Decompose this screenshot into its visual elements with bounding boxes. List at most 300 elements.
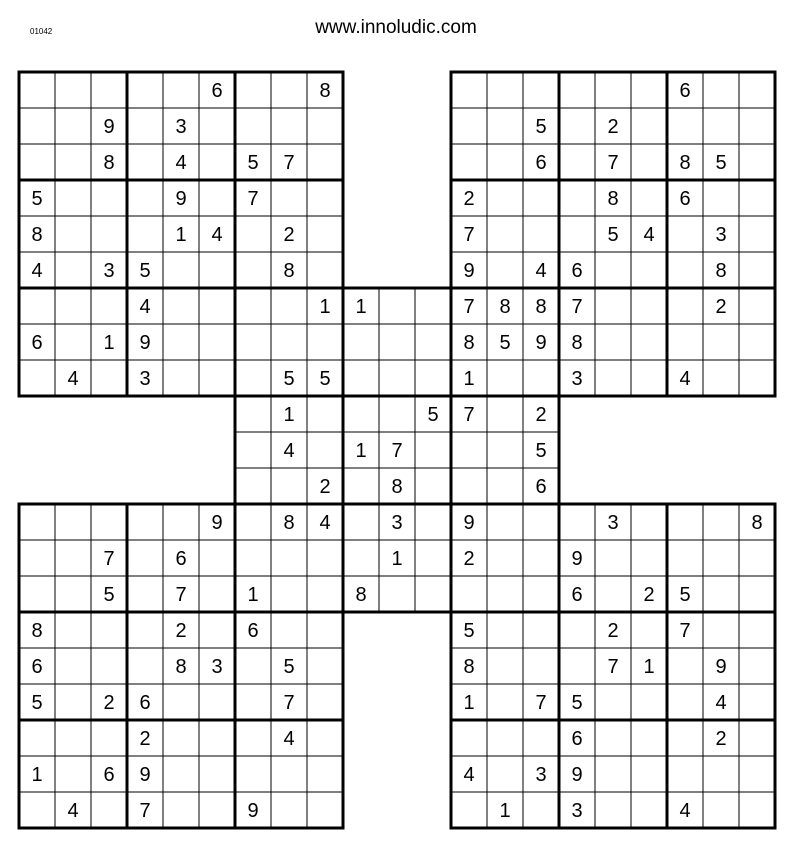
sudoku-cell[interactable] <box>523 72 559 108</box>
given-digit: 9 <box>139 332 151 354</box>
sudoku-cell[interactable] <box>19 72 55 108</box>
sudoku-cell[interactable] <box>19 360 55 396</box>
sudoku-cell[interactable] <box>91 216 127 252</box>
sudoku-cell[interactable] <box>631 252 667 288</box>
sudoku-cell[interactable] <box>127 144 163 180</box>
sudoku-cell[interactable] <box>523 648 559 684</box>
sudoku-cell[interactable] <box>307 792 343 828</box>
sudoku-cell[interactable] <box>595 720 631 756</box>
sudoku-cell[interactable] <box>343 360 379 396</box>
sudoku-cell[interactable] <box>235 648 271 684</box>
site-title: www.innoludic.com <box>315 17 477 38</box>
sudoku-cell[interactable] <box>631 792 667 828</box>
sudoku-cell[interactable] <box>595 72 631 108</box>
given-digit: 2 <box>103 692 115 714</box>
sudoku-cell[interactable] <box>127 504 163 540</box>
sudoku-cell[interactable] <box>19 504 55 540</box>
given-digit: 3 <box>103 260 115 282</box>
sudoku-cell[interactable] <box>55 684 91 720</box>
given-digit: 9 <box>715 656 727 678</box>
sudoku-cell[interactable] <box>307 144 343 180</box>
sudoku-cell[interactable] <box>19 144 55 180</box>
sudoku-cell[interactable] <box>703 504 739 540</box>
sudoku-cell[interactable] <box>595 252 631 288</box>
sudoku-cell[interactable] <box>163 360 199 396</box>
sudoku-cell[interactable] <box>55 108 91 144</box>
sudoku-cell[interactable] <box>163 324 199 360</box>
given-digit: 7 <box>607 152 619 174</box>
sudoku-cell[interactable] <box>199 576 235 612</box>
sudoku-cell[interactable] <box>235 252 271 288</box>
sudoku-cell[interactable] <box>379 324 415 360</box>
sudoku-cell[interactable] <box>487 252 523 288</box>
sudoku-cell[interactable] <box>307 252 343 288</box>
sudoku-cell[interactable] <box>307 396 343 432</box>
given-digit: 2 <box>715 728 727 750</box>
sudoku-cell[interactable] <box>667 252 703 288</box>
sudoku-cell[interactable] <box>631 504 667 540</box>
sudoku-cell[interactable] <box>163 72 199 108</box>
sudoku-cell[interactable] <box>55 288 91 324</box>
sudoku-cell[interactable] <box>667 108 703 144</box>
sudoku-cell[interactable] <box>523 612 559 648</box>
sudoku-cell[interactable] <box>271 792 307 828</box>
given-digit: 1 <box>391 548 403 570</box>
sudoku-cell[interactable] <box>55 180 91 216</box>
sudoku-cell[interactable] <box>127 108 163 144</box>
sudoku-cell[interactable] <box>631 612 667 648</box>
sudoku-cell[interactable] <box>307 684 343 720</box>
sudoku-cell[interactable] <box>523 720 559 756</box>
given-digit: 7 <box>139 800 151 822</box>
sudoku-cell[interactable] <box>559 216 595 252</box>
sudoku-cell[interactable] <box>91 288 127 324</box>
sudoku-cell[interactable] <box>523 540 559 576</box>
given-digit: 3 <box>391 512 403 534</box>
given-digit: 4 <box>715 692 727 714</box>
sudoku-cell[interactable] <box>415 324 451 360</box>
sudoku-cell[interactable] <box>307 576 343 612</box>
sudoku-cell[interactable] <box>631 288 667 324</box>
sudoku-cell[interactable] <box>451 792 487 828</box>
sudoku-cell[interactable] <box>199 720 235 756</box>
sudoku-cell[interactable] <box>55 216 91 252</box>
sudoku-cell[interactable] <box>487 216 523 252</box>
given-digit: 8 <box>679 152 691 174</box>
sudoku-cell[interactable] <box>55 252 91 288</box>
sudoku-cell[interactable] <box>631 684 667 720</box>
sudoku-cell[interactable] <box>415 468 451 504</box>
sudoku-cell[interactable] <box>163 792 199 828</box>
sudoku-cell[interactable] <box>235 468 271 504</box>
given-digit: 5 <box>319 368 331 390</box>
sudoku-cell[interactable] <box>307 432 343 468</box>
sudoku-cell[interactable] <box>595 324 631 360</box>
given-digit: 6 <box>247 620 259 642</box>
given-digit: 7 <box>175 584 187 606</box>
given-digit: 6 <box>679 80 691 102</box>
sudoku-cell[interactable] <box>739 108 775 144</box>
sudoku-cell[interactable] <box>379 360 415 396</box>
sudoku-cell[interactable] <box>19 792 55 828</box>
sudoku-cell[interactable] <box>127 540 163 576</box>
sudoku-cell[interactable] <box>631 180 667 216</box>
sudoku-cell[interactable] <box>271 576 307 612</box>
sudoku-cell[interactable] <box>703 756 739 792</box>
sudoku-cell[interactable] <box>667 540 703 576</box>
sudoku-cell[interactable] <box>271 540 307 576</box>
sudoku-cell[interactable] <box>19 720 55 756</box>
sudoku-cell[interactable] <box>307 648 343 684</box>
sudoku-cell[interactable] <box>523 576 559 612</box>
sudoku-cell[interactable] <box>199 288 235 324</box>
sudoku-cell[interactable] <box>199 180 235 216</box>
sudoku-cell[interactable] <box>595 684 631 720</box>
sudoku-cell[interactable] <box>307 540 343 576</box>
given-digit: 5 <box>715 152 727 174</box>
sudoku-cell[interactable] <box>739 648 775 684</box>
sudoku-cell[interactable] <box>163 288 199 324</box>
sudoku-cell[interactable] <box>91 72 127 108</box>
sudoku-cell[interactable] <box>703 324 739 360</box>
sudoku-cell[interactable] <box>127 72 163 108</box>
sudoku-cell[interactable] <box>127 648 163 684</box>
sudoku-cell[interactable] <box>739 540 775 576</box>
sudoku-cell[interactable] <box>163 504 199 540</box>
sudoku-cell[interactable] <box>343 396 379 432</box>
sudoku-cell[interactable] <box>343 468 379 504</box>
sudoku-cell[interactable] <box>595 360 631 396</box>
given-digit: 3 <box>607 512 619 534</box>
sudoku-cell[interactable] <box>487 468 523 504</box>
sudoku-cell[interactable] <box>487 72 523 108</box>
sudoku-cell[interactable] <box>739 72 775 108</box>
sudoku-cell[interactable] <box>235 720 271 756</box>
sudoku-cell[interactable] <box>271 180 307 216</box>
given-digit: 5 <box>283 656 295 678</box>
given-digit: 6 <box>211 80 223 102</box>
sudoku-cell[interactable] <box>91 360 127 396</box>
given-digit: 5 <box>535 440 547 462</box>
given-digit: 8 <box>103 152 115 174</box>
sudoku-cell[interactable] <box>739 360 775 396</box>
sudoku-cell[interactable] <box>55 576 91 612</box>
given-digit: 6 <box>571 728 583 750</box>
sudoku-cell[interactable] <box>667 216 703 252</box>
sudoku-cell[interactable] <box>739 216 775 252</box>
sudoku-cell[interactable] <box>559 648 595 684</box>
sudoku-cell[interactable] <box>199 144 235 180</box>
sudoku-cell[interactable] <box>271 756 307 792</box>
sudoku-cell[interactable] <box>523 504 559 540</box>
sudoku-cell[interactable] <box>739 612 775 648</box>
sudoku-cell[interactable] <box>487 612 523 648</box>
given-digit: 4 <box>535 260 547 282</box>
sudoku-cell[interactable] <box>631 72 667 108</box>
sudoku-cell[interactable] <box>307 180 343 216</box>
sudoku-cell[interactable] <box>487 396 523 432</box>
sudoku-cell[interactable] <box>523 180 559 216</box>
given-digit: 5 <box>31 188 43 210</box>
given-digit: 1 <box>499 800 511 822</box>
sudoku-cell[interactable] <box>55 72 91 108</box>
sudoku-cell[interactable] <box>595 540 631 576</box>
sudoku-cell[interactable] <box>451 108 487 144</box>
sudoku-cell[interactable] <box>667 288 703 324</box>
sudoku-cell[interactable] <box>487 684 523 720</box>
sudoku-cell[interactable] <box>19 540 55 576</box>
sudoku-cell[interactable] <box>235 324 271 360</box>
sudoku-cell[interactable] <box>739 576 775 612</box>
given-digit: 7 <box>535 692 547 714</box>
given-digit: 8 <box>751 512 763 534</box>
sudoku-cell[interactable] <box>523 216 559 252</box>
sudoku-cell[interactable] <box>91 648 127 684</box>
sudoku-cell[interactable] <box>631 324 667 360</box>
sudoku-cell[interactable] <box>703 612 739 648</box>
sudoku-cell[interactable] <box>163 252 199 288</box>
given-digit: 6 <box>535 152 547 174</box>
sudoku-cell[interactable] <box>487 108 523 144</box>
sudoku-cell[interactable] <box>631 540 667 576</box>
sudoku-cell[interactable] <box>415 576 451 612</box>
sudoku-cell[interactable] <box>739 144 775 180</box>
sudoku-cell[interactable] <box>55 540 91 576</box>
sudoku-cell[interactable] <box>235 360 271 396</box>
sudoku-cell[interactable] <box>559 180 595 216</box>
sudoku-cell[interactable] <box>487 576 523 612</box>
sudoku-cell[interactable] <box>235 756 271 792</box>
sudoku-cell[interactable] <box>307 756 343 792</box>
sudoku-cell[interactable] <box>595 756 631 792</box>
sudoku-cell[interactable] <box>703 72 739 108</box>
sudoku-cell[interactable] <box>595 576 631 612</box>
sudoku-cell[interactable] <box>127 180 163 216</box>
sudoku-cell[interactable] <box>127 576 163 612</box>
sudoku-cell[interactable] <box>739 180 775 216</box>
sudoku-cell[interactable] <box>343 540 379 576</box>
sudoku-cell[interactable] <box>451 720 487 756</box>
sudoku-cell[interactable] <box>739 792 775 828</box>
sudoku-cell[interactable] <box>307 216 343 252</box>
sudoku-cell[interactable] <box>451 432 487 468</box>
given-digit: 8 <box>283 512 295 534</box>
sudoku-cell[interactable] <box>487 756 523 792</box>
sudoku-cell[interactable] <box>55 648 91 684</box>
sudoku-cell[interactable] <box>703 180 739 216</box>
given-digit: 8 <box>499 296 511 318</box>
sudoku-cell[interactable] <box>559 504 595 540</box>
given-digit: 9 <box>571 548 583 570</box>
given-digit: 7 <box>283 692 295 714</box>
sudoku-cell[interactable] <box>487 504 523 540</box>
sudoku-cell[interactable] <box>235 288 271 324</box>
sudoku-cell[interactable] <box>523 792 559 828</box>
sudoku-cell[interactable] <box>199 360 235 396</box>
sudoku-cell[interactable] <box>739 324 775 360</box>
sudoku-cell[interactable] <box>379 288 415 324</box>
sudoku-cell[interactable] <box>271 72 307 108</box>
sudoku-cell[interactable] <box>235 684 271 720</box>
sudoku-cell[interactable] <box>55 612 91 648</box>
sudoku-cell[interactable] <box>523 360 559 396</box>
given-digit: 3 <box>571 800 583 822</box>
sudoku-cell[interactable] <box>199 540 235 576</box>
sudoku-cell[interactable] <box>379 576 415 612</box>
sudoku-cell[interactable] <box>271 468 307 504</box>
given-digit: 2 <box>535 404 547 426</box>
given-digit: 2 <box>319 476 331 498</box>
sudoku-cell[interactable] <box>487 180 523 216</box>
sudoku-cell[interactable] <box>55 504 91 540</box>
sudoku-cell[interactable] <box>487 540 523 576</box>
sudoku-cell[interactable] <box>91 720 127 756</box>
sudoku-cell[interactable] <box>235 396 271 432</box>
given-digit: 9 <box>463 260 475 282</box>
sudoku-cell[interactable] <box>667 684 703 720</box>
sudoku-cell[interactable] <box>19 108 55 144</box>
sudoku-cell[interactable] <box>451 468 487 504</box>
sudoku-cell[interactable] <box>199 108 235 144</box>
sudoku-cell[interactable] <box>55 144 91 180</box>
sudoku-cell[interactable] <box>343 504 379 540</box>
given-digit: 2 <box>175 620 187 642</box>
sudoku-cell[interactable] <box>235 540 271 576</box>
given-digit: 2 <box>643 584 655 606</box>
sudoku-cell[interactable] <box>667 648 703 684</box>
sudoku-cell[interactable] <box>631 144 667 180</box>
sudoku-cell[interactable] <box>739 288 775 324</box>
given-digit: 2 <box>283 224 295 246</box>
sudoku-cell[interactable] <box>271 108 307 144</box>
sudoku-cell[interactable] <box>55 720 91 756</box>
sudoku-cell[interactable] <box>19 288 55 324</box>
sudoku-cell[interactable] <box>91 180 127 216</box>
given-digit: 7 <box>679 620 691 642</box>
given-digit: 5 <box>607 224 619 246</box>
sudoku-cell[interactable] <box>487 720 523 756</box>
sudoku-cell[interactable] <box>559 108 595 144</box>
sudoku-cell[interactable] <box>487 648 523 684</box>
sudoku-cell[interactable] <box>379 396 415 432</box>
sudoku-cell[interactable] <box>739 252 775 288</box>
sudoku-cell[interactable] <box>487 360 523 396</box>
sudoku-cell[interactable] <box>451 144 487 180</box>
sudoku-cell[interactable] <box>595 288 631 324</box>
sudoku-cell[interactable] <box>55 324 91 360</box>
sudoku-cell[interactable] <box>487 144 523 180</box>
sudoku-cell[interactable] <box>415 288 451 324</box>
given-digit: 4 <box>319 512 331 534</box>
given-digit: 3 <box>139 368 151 390</box>
sudoku-cell[interactable] <box>451 576 487 612</box>
given-digit: 1 <box>355 440 367 462</box>
sudoku-cell[interactable] <box>703 576 739 612</box>
sudoku-cell[interactable] <box>199 324 235 360</box>
sudoku-cell[interactable] <box>199 612 235 648</box>
sudoku-cell[interactable] <box>739 720 775 756</box>
given-digit: 5 <box>679 584 691 606</box>
sudoku-cell[interactable] <box>199 792 235 828</box>
sudoku-cell[interactable] <box>235 108 271 144</box>
given-digit: 6 <box>31 332 43 354</box>
given-digit: 4 <box>679 368 691 390</box>
given-digit: 1 <box>103 332 115 354</box>
sudoku-cell[interactable] <box>307 324 343 360</box>
sudoku-cell[interactable] <box>595 792 631 828</box>
given-digit: 7 <box>463 296 475 318</box>
given-digit: 2 <box>463 188 475 210</box>
sudoku-cell[interactable] <box>307 108 343 144</box>
sudoku-cell[interactable] <box>199 684 235 720</box>
sudoku-cell[interactable] <box>271 288 307 324</box>
sudoku-cell[interactable] <box>55 756 91 792</box>
sudoku-cell[interactable] <box>235 72 271 108</box>
sudoku-cell[interactable] <box>631 720 667 756</box>
sudoku-cell[interactable] <box>559 72 595 108</box>
sudoku-cell[interactable] <box>271 612 307 648</box>
given-digit: 6 <box>175 548 187 570</box>
sudoku-cell[interactable] <box>631 360 667 396</box>
sudoku-cell[interactable] <box>19 576 55 612</box>
sudoku-cell[interactable] <box>451 72 487 108</box>
sudoku-cell[interactable] <box>415 540 451 576</box>
sudoku-cell[interactable] <box>235 504 271 540</box>
sudoku-cell[interactable] <box>667 720 703 756</box>
sudoku-cell[interactable] <box>199 252 235 288</box>
sudoku-cell[interactable] <box>307 720 343 756</box>
sudoku-cell[interactable] <box>91 504 127 540</box>
sudoku-cell[interactable] <box>703 360 739 396</box>
sudoku-cell[interactable] <box>703 108 739 144</box>
sudoku-cell[interactable] <box>307 612 343 648</box>
sudoku-cell[interactable] <box>739 684 775 720</box>
sudoku-cell[interactable] <box>343 324 379 360</box>
sudoku-cell[interactable] <box>667 504 703 540</box>
given-digit: 4 <box>679 800 691 822</box>
given-digit: 5 <box>427 404 439 426</box>
sudoku-cell[interactable] <box>127 612 163 648</box>
given-digit: 1 <box>31 764 43 786</box>
sudoku-cell[interactable] <box>415 360 451 396</box>
sudoku-cell[interactable] <box>631 756 667 792</box>
given-digit: 2 <box>715 296 727 318</box>
sudoku-cell[interactable] <box>667 756 703 792</box>
sudoku-cell[interactable] <box>415 504 451 540</box>
sudoku-cell[interactable] <box>739 756 775 792</box>
sudoku-cell[interactable] <box>91 612 127 648</box>
sudoku-cell[interactable] <box>487 432 523 468</box>
given-digit: 1 <box>247 584 259 606</box>
sudoku-cell[interactable] <box>271 324 307 360</box>
sudoku-cell[interactable] <box>559 612 595 648</box>
sudoku-cell[interactable] <box>703 792 739 828</box>
sudoku-cell[interactable] <box>163 756 199 792</box>
sudoku-cell[interactable] <box>667 324 703 360</box>
sudoku-cell[interactable] <box>91 792 127 828</box>
given-digit: 4 <box>67 368 79 390</box>
sudoku-cell[interactable] <box>163 684 199 720</box>
sudoku-cell[interactable] <box>631 108 667 144</box>
sudoku-cell[interactable] <box>415 432 451 468</box>
sudoku-cell[interactable] <box>703 540 739 576</box>
sudoku-cell[interactable] <box>127 216 163 252</box>
sudoku-cell[interactable] <box>235 216 271 252</box>
sudoku-cell[interactable] <box>163 720 199 756</box>
sudoku-cell[interactable] <box>235 432 271 468</box>
sudoku-cell[interactable] <box>559 144 595 180</box>
sudoku-cell[interactable] <box>199 756 235 792</box>
